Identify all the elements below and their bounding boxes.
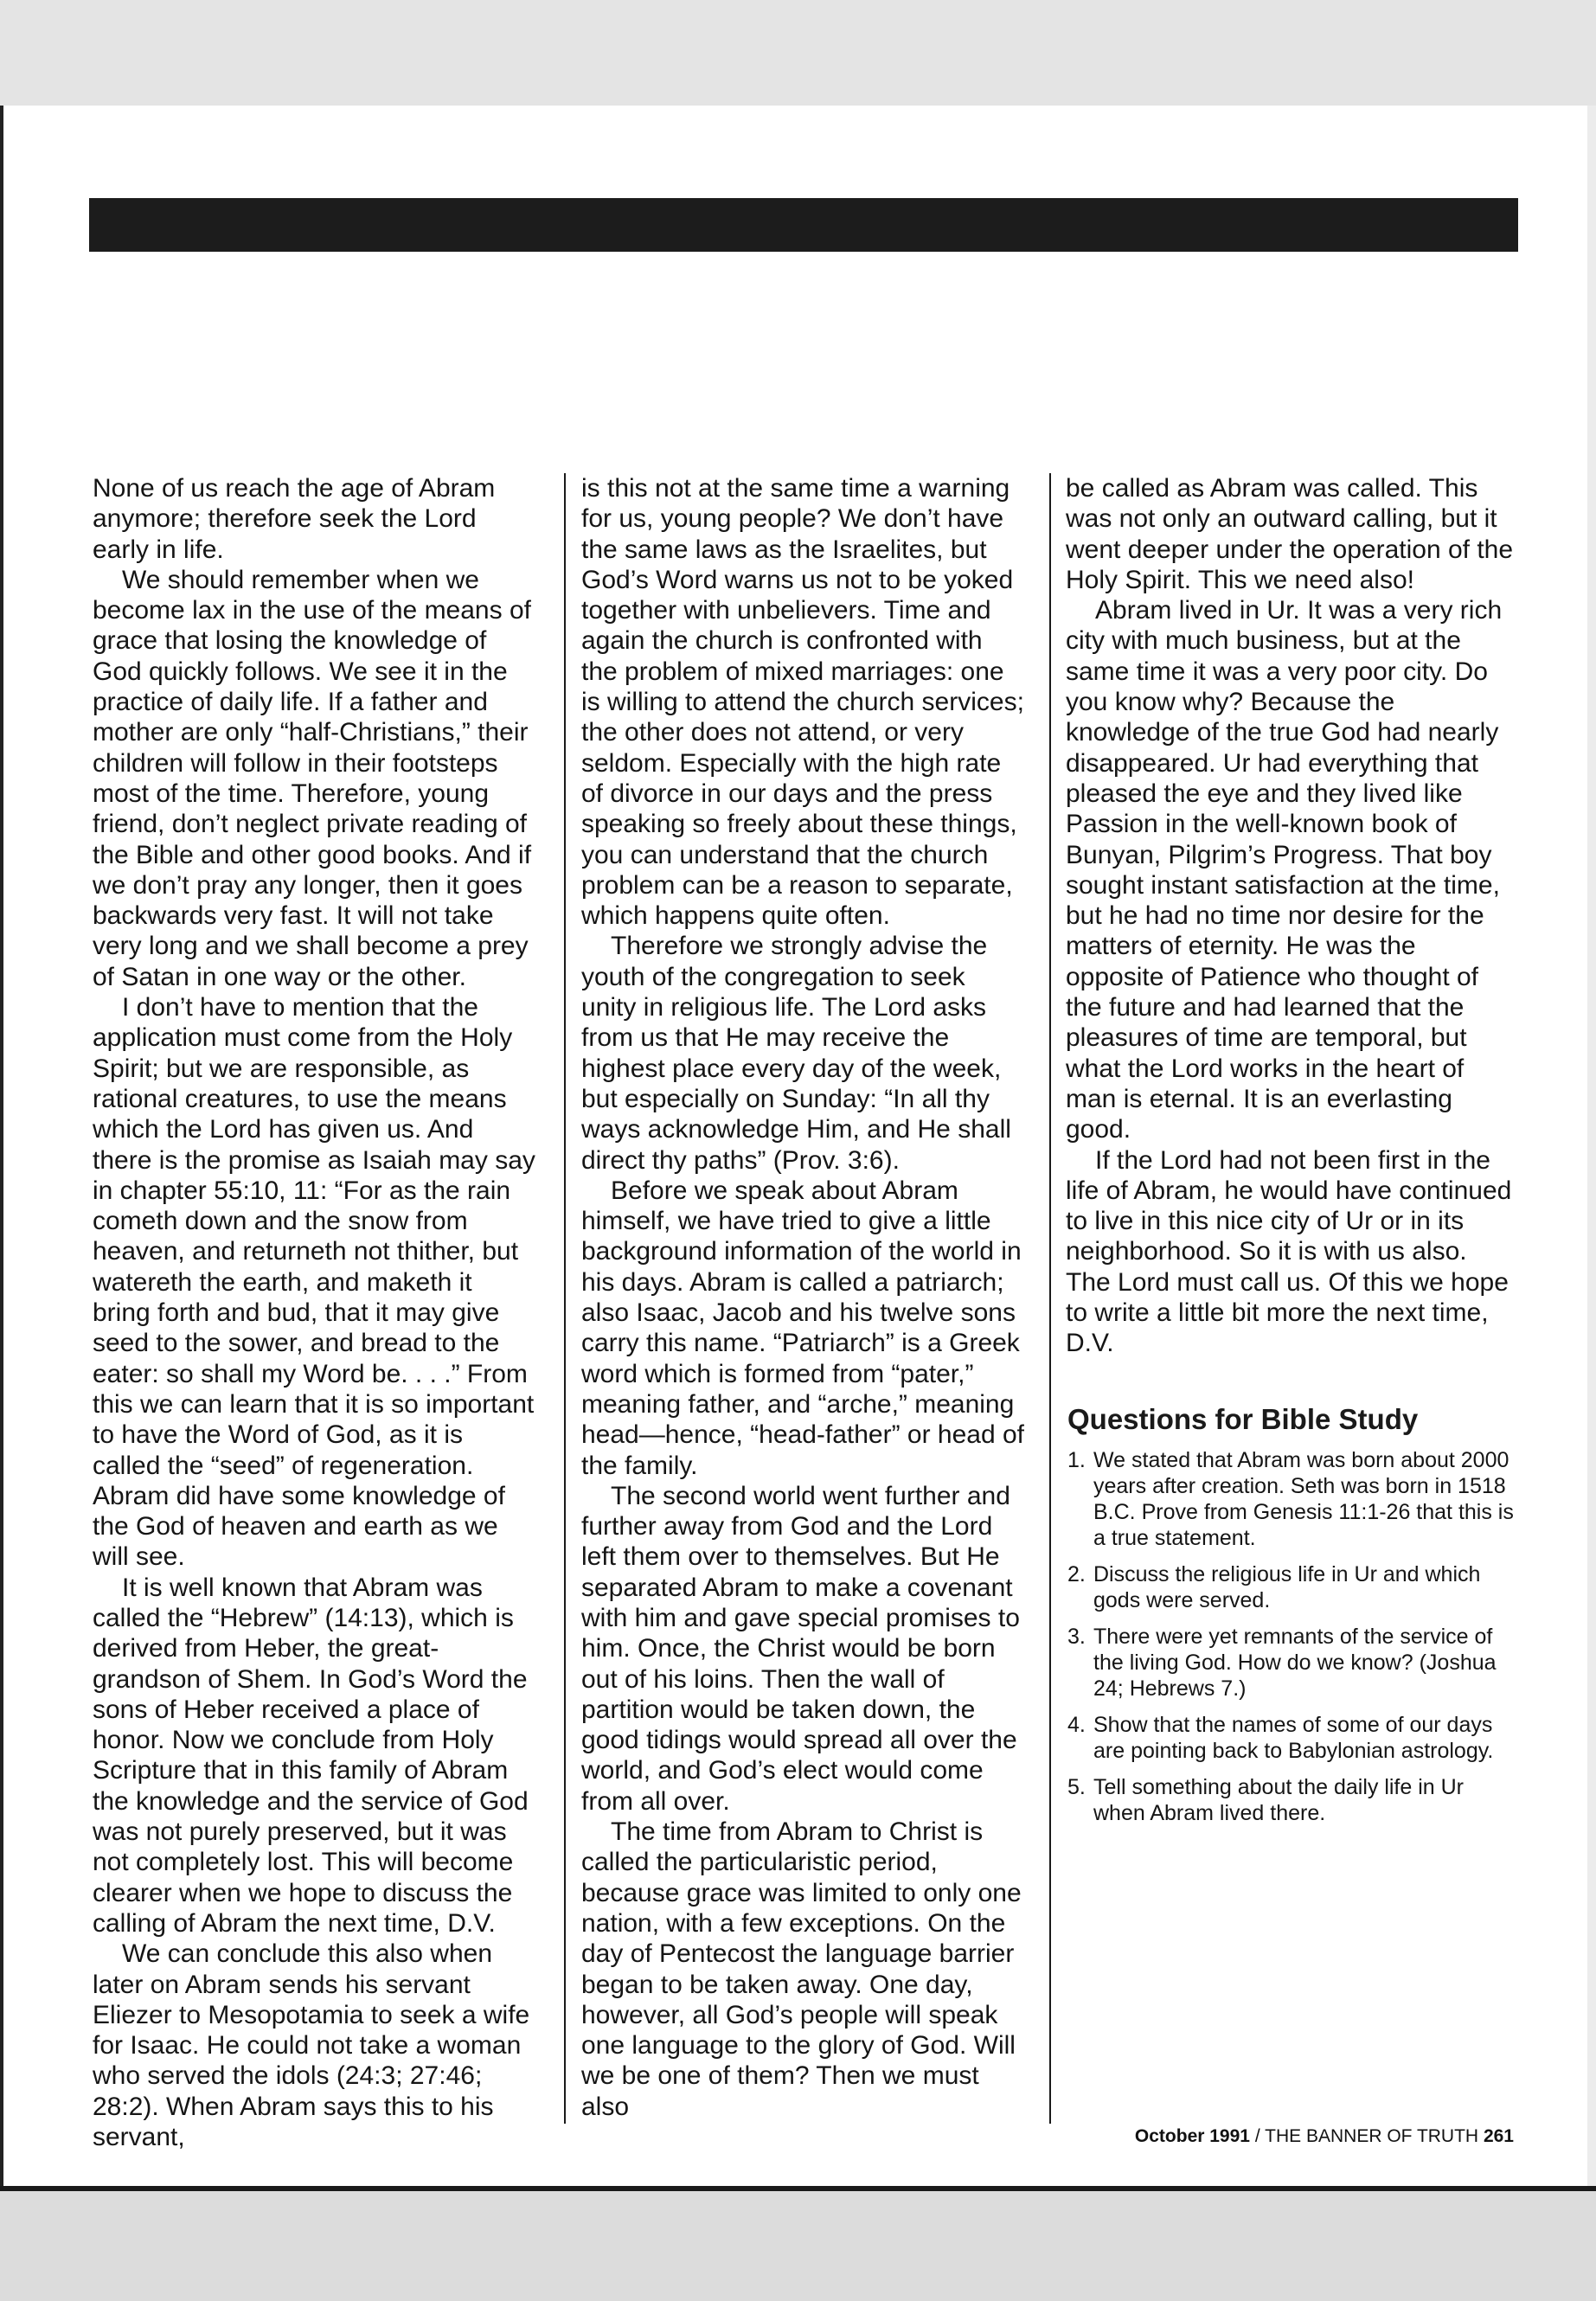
- question-item: [1067, 1624, 1517, 1702]
- paragraph: Before we speak about Abram himself, we have tried to give a little background information of the world in his days. Abram is called a patriarch; also Isaac, Jacob and his twelve sons carry this name. “Patriarch” is a Greek word which is formed from “pater,” meaning father, and “arche,” meaning head—hence, “head-father” or head of the family.: [581, 1176, 1025, 1480]
- column-rule-1: [564, 473, 566, 2124]
- question-item: [1067, 1712, 1517, 1764]
- paragraph: If the Lord had not been first in the life of Abram, he would have continued to live in this nice city of Ur or in its neighborhood. So it is with us also. The Lord must call us. Of this we hope to write a little bit more the next time, D.V.: [1066, 1145, 1512, 1358]
- paragraph: Abram lived in Ur. It was a very rich city with much business, but at the same time it was a very poor city. Do you know why? Because the knowledge of the true God had nearly disappeared. Ur had everything that pleased the eye and they lived like Passion in the well-known book of Bunyan, Pilgrim’s Progress. That boy sought instant satisfaction at the time, but he had no time nor desire for the matters of eternity. He was the opposite of Patience who thought of the future and had learned that the pleasures of time are temporal, but what the Lord works in the heart of man is eternal. It is an everlasting good.: [1066, 596, 1503, 1144]
- questions-heading: Questions for Bible Study: [1067, 1403, 1419, 1435]
- question-number: 4.: [1067, 1713, 1086, 1737]
- scan-right-shadow: [1587, 106, 1596, 2190]
- paragraph: It is well known that Abram was called the “Hebrew” (14:13), which is derived from Heber, the great-grandson of Shem. In God’s Word the sons of Heber received a place of honor. Now we conclude from Holy Scripture that in this family of Abram the knowledge and the service of God was not purely preserved, but it was not completely lost. This will become clearer when we hope to discuss the calling of Abram the next time, D.V.: [93, 1573, 529, 1938]
- footer-separator: /: [1254, 2126, 1260, 2146]
- article-column-2: [581, 473, 1024, 2122]
- question-item: [1067, 1561, 1517, 1613]
- question-text: Tell something about the daily life in Ur when Abram lived there.: [1093, 1775, 1465, 1825]
- scan-left-edge: [0, 106, 3, 2190]
- question-number: 2.: [1067, 1562, 1086, 1586]
- paragraph: be called as Abram was called. This was not only an outward calling, but it went deeper under the operation of the Holy Spirit. This we need also!: [1066, 474, 1514, 594]
- scan-bottom-margin: [0, 2191, 1596, 2301]
- question-text: We stated that Abram was born about 2000 years after creation. Seth was born in 1518 B.C. Prove from Genesis 11:1-26 that this is a true statement.: [1093, 1448, 1514, 1550]
- question-item: [1067, 1774, 1517, 1826]
- paragraph: None of us reach the age of Abram anymore; therefore seek the Lord early in life.: [93, 474, 496, 564]
- paragraph: We can conclude this also when later on Abram sends his servant Eliezer to Mesopotamia to seek a wife for Isaac. He could not take a woman who served the idols (24:3; 27:46; 28:2). When Abram says this to his servant,: [93, 1939, 530, 2152]
- paragraph: The time from Abram to Christ is called the particularistic period, because grace was limited to only one nation, with a few exceptions. On the day of Pentecost the language barrier began to be taken away. One day, however, all God’s people will speak one language to the glory of God. Will we be one of them? Then we must also: [581, 1817, 1022, 2121]
- question-number: 3.: [1067, 1625, 1086, 1649]
- question-text: There were yet remnants of the service of the living God. How do we know? (Joshua 24; Hebrews 7.): [1093, 1625, 1497, 1701]
- paragraph: We should remember when we become lax in the use of the means of grace that losing the knowledge of God quickly follows. We see it in the practice of daily life. If a father and mother are only “half-Christians,” their children will follow in their footsteps most of the time. Therefore, young friend, don’t neglect private reading of the Bible and other good books. And if we don’t pray any longer, then it goes backwards very fast. It will not take very long and we shall become a prey of Satan in one way or the other.: [93, 565, 532, 991]
- questions-list: [1067, 1447, 1517, 1836]
- scan-top-margin: [0, 0, 1596, 106]
- question-number: 5.: [1067, 1775, 1086, 1799]
- page-number: 261: [1483, 2126, 1514, 2146]
- article-column-3: [1066, 473, 1516, 1359]
- footer-date: October 1991: [1134, 2126, 1250, 2146]
- question-item: [1067, 1447, 1517, 1551]
- footer-publication: THE BANNER OF TRUTH: [1265, 2126, 1479, 2146]
- paragraph: Therefore we strongly advise the youth of the congregation to seek unity in religious life. The Lord asks from us that He may receive the highest place every day of the week, but especially on Sunday: “In all thy ways acknowledge Him, and He shall direct thy paths” (Prov. 3:6).: [581, 932, 1011, 1175]
- paragraph: is this not at the same time a warning for us, young people? We don’t have the same laws as the Israelites, but God’s Word warns us not to be yoked together with unbelievers. Time and again the church is confronted with the problem of mixed marriages: one is willing to attend the church services; the other does not attend, or very seldom. Especially with the high rate of divorce in our days and the press speaking so freely about these things, you can understand that the church problem can be a reason to separate, which happens quite often.: [581, 474, 1024, 931]
- paragraph: I don’t have to mention that the application must come from the Holy Spirit; but we are responsible, as rational creatures, to use the means which the Lord has given us. And there is the promise as Isaiah may say in chapter 55:10, 11: “For as the rain cometh down and the snow from heaven, and returneth not thither, but watereth the earth, and maketh it bring forth and bud, that it may give seed to the sower, and bread to the eater: so shall my Word be. . . .” From this we can learn that it is so important to have the Word of God, as it is called the “seed” of regeneration. Abram did have some knowledge of the God of heaven and earth as we will see.: [93, 993, 535, 1572]
- question-text: Discuss the religious life in Ur and which gods were served.: [1093, 1562, 1481, 1612]
- question-number: 1.: [1067, 1448, 1086, 1472]
- page-footer: [1021, 2126, 1514, 2147]
- header-bar: [89, 198, 1518, 252]
- question-text: Show that the names of some of our days are pointing back to Babylonian astrology.: [1093, 1713, 1494, 1763]
- paragraph: The second world went further and further away from God and the Lord left them over to themselves. But He separated Abram to make a covenant with him and gave special promises to him. Once, the Christ would be born out of his loins. Then the wall of partition would be taken down, the good tidings would spread all over the world, and God’s elect would come from all over.: [581, 1481, 1020, 1816]
- article-column-1: [93, 473, 535, 2152]
- column-rule-2: [1049, 473, 1051, 2124]
